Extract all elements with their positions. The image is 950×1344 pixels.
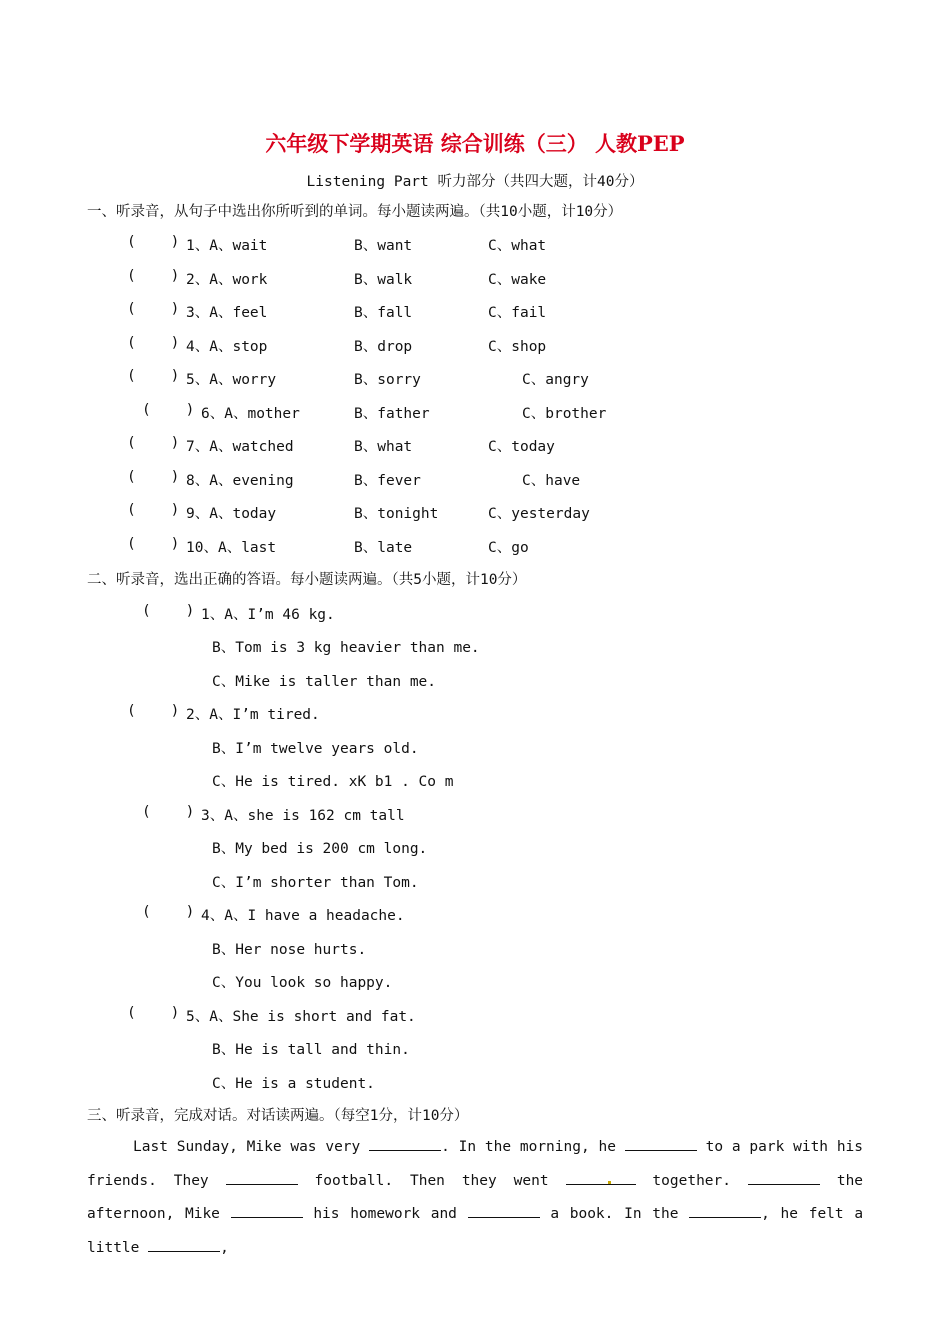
option-a: 4、A、stop	[186, 339, 268, 355]
option-a: 4、A、I have a headache.	[201, 908, 405, 924]
section1-heading: 一、听录音，从句子中选出你所听到的单词。每小题读两遍。（共10小题，计10分）	[87, 204, 623, 220]
option-c: C、He is tired. xK b1 . Co m	[212, 774, 454, 790]
blank-5[interactable]	[748, 1170, 820, 1185]
cloze-text: a book. In the	[550, 1206, 679, 1222]
option-c: C、fail	[488, 305, 547, 321]
option-a: 8、A、evening	[186, 473, 294, 489]
answer-paren[interactable]: ( )	[142, 904, 195, 920]
option-a: 6、A、mother	[201, 406, 300, 422]
answer-paren[interactable]: ( )	[142, 603, 195, 619]
option-b: B、sorry	[354, 372, 421, 388]
answer-paren[interactable]: ( )	[127, 368, 180, 384]
option-c: C、Mike is taller than me.	[212, 674, 437, 690]
page-title: 六年级下学期英语 综合训练（三） 人教PEP	[265, 131, 685, 156]
answer-paren[interactable]: ( )	[127, 301, 180, 317]
option-a: 10、A、last	[186, 540, 277, 556]
option-c: C、You look so happy.	[212, 975, 393, 991]
option-b: B、My bed is 200 cm long.	[212, 841, 428, 857]
answer-paren[interactable]: ( )	[127, 335, 180, 351]
answer-paren[interactable]: ( )	[142, 402, 195, 418]
cloze-text: the afternoon, Mike	[87, 1172, 864, 1222]
blank-6[interactable]	[231, 1203, 303, 1218]
cloze-text: , he felt a little	[87, 1206, 864, 1256]
answer-paren[interactable]: ( )	[127, 536, 180, 552]
option-a: 1、A、wait	[186, 238, 268, 254]
cloze-paragraph	[87, 1131, 863, 1265]
option-b: B、Her nose hurts.	[212, 942, 367, 958]
option-c: C、today	[488, 439, 555, 455]
option-a: 5、A、She is short and fat.	[186, 1009, 416, 1025]
option-b: B、late	[354, 540, 413, 556]
option-b: B、I’m twelve years old.	[212, 741, 419, 757]
option-b: B、He is tall and thin.	[212, 1042, 410, 1058]
cloze-text: football. Then they went	[314, 1172, 549, 1189]
blank-2[interactable]	[625, 1136, 697, 1151]
answer-paren[interactable]: ( )	[127, 703, 180, 719]
cloze-text: . In the morning, he	[441, 1139, 616, 1155]
option-b: B、what	[354, 439, 413, 455]
option-c: C、brother	[522, 406, 607, 422]
option-a: 2、A、I’m tired.	[186, 707, 320, 723]
blank-1[interactable]	[369, 1136, 441, 1151]
option-b: B、drop	[354, 339, 413, 355]
option-a: 9、A、today	[186, 506, 277, 522]
answer-paren[interactable]: ( )	[127, 502, 180, 518]
option-b: B、walk	[354, 272, 413, 288]
option-a: 1、A、I’m 46 kg.	[201, 607, 335, 623]
option-c: C、shop	[488, 339, 547, 355]
blank-3[interactable]	[226, 1170, 298, 1185]
blank-9[interactable]	[148, 1237, 220, 1252]
cloze-text: to a park with his friends. They	[87, 1139, 864, 1189]
option-a: 7、A、watched	[186, 439, 294, 455]
blank-4[interactable]	[566, 1170, 636, 1185]
answer-paren[interactable]: ( )	[127, 268, 180, 284]
option-a: 3、A、she is 162 cm tall	[201, 808, 405, 824]
option-a: 2、A、work	[186, 272, 268, 288]
section2-heading: 二、听录音，选出正确的答语。每小题读两遍。（共5小题，计10分）	[87, 572, 527, 588]
option-c: C、wake	[488, 272, 547, 288]
option-c: C、He is a student.	[212, 1076, 375, 1092]
option-c: C、angry	[522, 372, 589, 388]
option-c: C、yesterday	[488, 506, 590, 522]
answer-paren[interactable]: ( )	[127, 435, 180, 451]
option-b: B、fever	[354, 473, 421, 489]
cloze-text: ,	[220, 1239, 229, 1256]
option-c: C、have	[522, 473, 581, 489]
cloze-text: together.	[652, 1172, 731, 1189]
option-b: B、want	[354, 238, 413, 254]
blank-7[interactable]	[468, 1203, 540, 1218]
cloze-text: his homework and	[313, 1206, 457, 1222]
option-b: B、tonight	[354, 506, 439, 522]
answer-paren[interactable]: ( )	[127, 469, 180, 485]
option-a: 5、A、worry	[186, 372, 277, 388]
stray-mark	[608, 1181, 611, 1184]
option-a: 3、A、feel	[186, 305, 268, 321]
listening-subtitle: Listening Part 听力部分（共四大题，计40分）	[306, 174, 644, 190]
answer-paren[interactable]: ( )	[127, 234, 180, 250]
option-b: B、Tom is 3 kg heavier than me.	[212, 640, 480, 656]
option-c: C、I’m shorter than Tom.	[212, 875, 419, 891]
cloze-text: Last Sunday, Mike was very	[133, 1139, 361, 1155]
answer-paren[interactable]: ( )	[127, 1005, 180, 1021]
section3-heading: 三、听录音，完成对话。对话读两遍。（每空1分，计10分）	[87, 1108, 469, 1124]
option-b: B、father	[354, 406, 430, 422]
blank-8[interactable]	[689, 1203, 761, 1218]
option-b: B、fall	[354, 305, 413, 321]
option-c: C、go	[488, 540, 529, 556]
option-c: C、what	[488, 238, 547, 254]
answer-paren[interactable]: ( )	[142, 804, 195, 820]
